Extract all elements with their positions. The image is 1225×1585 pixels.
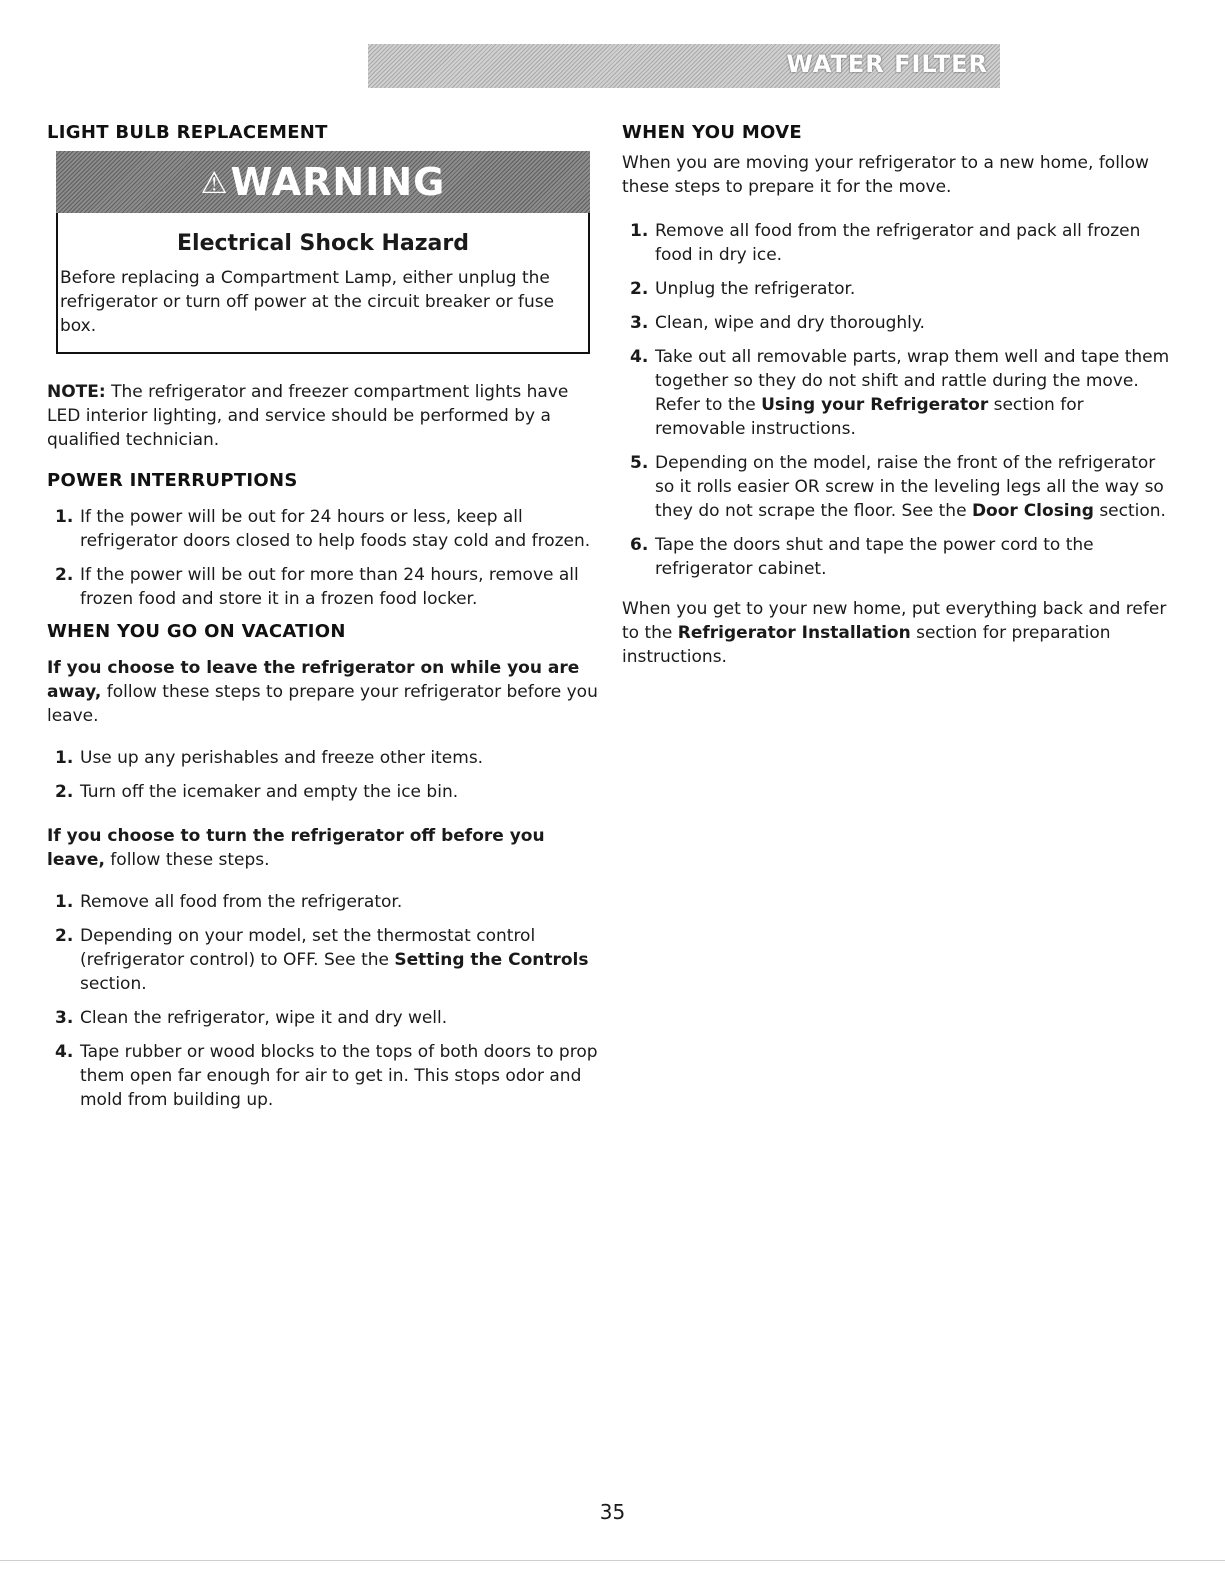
- vacation-off-lead: If you choose to turn the refrigerator off before you leave,: [47, 826, 545, 870]
- list-text: Use up any perishables and freeze other items.: [80, 748, 484, 768]
- list-item: [47, 746, 603, 770]
- vacation-on-paragraph: [47, 656, 603, 728]
- list-item: [47, 924, 603, 996]
- list-number: 4.: [55, 1042, 74, 1062]
- list-number: 5.: [630, 453, 649, 473]
- list-number: 1.: [55, 507, 74, 527]
- section-header-title: WATER FILTER: [786, 50, 988, 78]
- hazard-text: Before replacing a Compartment Lamp, either unplug the refrigerator or turn off power at the circuit breaker or fuse box.: [60, 268, 555, 336]
- list-text: If the power will be out for more than 24 hours, remove all frozen food and store it in a frozen food locker.: [80, 565, 579, 609]
- list-text: If the power will be out for 24 hours or less, keep all refrigerator doors closed to help foods stay cold and frozen.: [80, 507, 591, 551]
- power-heading: POWER INTERRUPTIONS: [47, 470, 298, 491]
- list-number: 2.: [630, 279, 649, 299]
- list-text: section.: [1093, 501, 1166, 521]
- list-item: [622, 533, 1170, 581]
- note-text: The refrigerator and freezer compartment lights have LED interior lighting, and service should be performed by a qualified technician.: [47, 382, 569, 450]
- list-item: [47, 1040, 603, 1112]
- warning-triangle-icon: ⚠: [200, 166, 229, 201]
- section-reference: Setting the Controls: [394, 950, 589, 970]
- list-text: section.: [80, 974, 147, 994]
- warning-label: WARNING: [230, 160, 446, 204]
- section-reference: Using your Refrigerator: [761, 395, 989, 415]
- list-item: [47, 1006, 603, 1030]
- list-item: [47, 505, 603, 553]
- list-number: 3.: [630, 313, 649, 333]
- list-item: [622, 345, 1170, 441]
- list-text: Clean, wipe and dry thoroughly.: [655, 313, 925, 333]
- vacation-on-text: follow these steps to prepare your refrigerator before you leave.: [47, 682, 598, 726]
- list-item: [47, 780, 603, 804]
- list-text: Remove all food from the refrigerator and pack all frozen food in dry ice.: [655, 221, 1141, 265]
- right-column: [622, 122, 1170, 669]
- move-outro-text: section for preparation instructions.: [622, 623, 1111, 667]
- list-text: section for removable instructions.: [655, 395, 1084, 439]
- list-text: Turn off the icemaker and empty the ice bin.: [80, 782, 459, 802]
- list-number: 3.: [55, 1008, 74, 1028]
- section-header-bar: [368, 44, 1000, 88]
- vacation-off-list: [47, 890, 603, 1112]
- vacation-on-list: [47, 746, 603, 804]
- list-item: [47, 563, 603, 611]
- move-outro: [622, 597, 1170, 669]
- list-text: Depending on your model, set the thermostat control (refrigerator control) to OFF. See the: [80, 926, 536, 970]
- list-number: 1.: [630, 221, 649, 241]
- list-number: 2.: [55, 782, 74, 802]
- note-label: NOTE:: [47, 382, 106, 402]
- note-paragraph: [47, 380, 603, 452]
- list-text: Unplug the refrigerator.: [655, 279, 856, 299]
- vacation-on-lead: If you choose to leave the refrigerator on while you are away,: [47, 658, 580, 702]
- power-list: [47, 505, 603, 611]
- move-heading: WHEN YOU MOVE: [622, 122, 802, 143]
- list-number: 6.: [630, 535, 649, 555]
- list-item: [622, 277, 1170, 301]
- list-text: Depending on the model, raise the front of the refrigerator so it rolls easier OR screw in the leveling legs all the way so they do not scrape the floor. See the: [655, 453, 1164, 521]
- list-item: [622, 219, 1170, 267]
- bottom-divider: [0, 1560, 1225, 1561]
- light-bulb-heading: LIGHT BULB REPLACEMENT: [47, 122, 328, 143]
- move-list: [622, 219, 1170, 581]
- section-reference: Door Closing: [971, 501, 1094, 521]
- left-column: [47, 122, 603, 1122]
- list-number: 1.: [55, 748, 74, 768]
- section-reference: Refrigerator Installation: [677, 623, 911, 643]
- vacation-heading: WHEN YOU GO ON VACATION: [47, 621, 346, 642]
- list-number: 4.: [630, 347, 649, 367]
- warning-banner: [56, 151, 590, 213]
- list-text: Clean the refrigerator, wipe it and dry well.: [80, 1008, 448, 1028]
- list-text: Remove all food from the refrigerator.: [80, 892, 403, 912]
- page-number: 35: [599, 1500, 626, 1524]
- list-number: 1.: [55, 892, 74, 912]
- move-intro: When you are moving your refrigerator to a new home, follow these steps to prepare it for the move.: [622, 153, 1149, 197]
- list-text: Tape rubber or wood blocks to the tops of both doors to prop them open far enough for air to get in. This stops odor and mold from building up.: [80, 1042, 598, 1110]
- list-item: [622, 311, 1170, 335]
- list-item: [622, 451, 1170, 523]
- list-number: 2.: [55, 565, 74, 585]
- list-item: [47, 890, 603, 914]
- vacation-off-text: follow these steps.: [104, 850, 270, 870]
- warning-box: [56, 151, 590, 354]
- move-outro-text: When you get to your new home, put everything back and refer to the: [622, 599, 1167, 643]
- vacation-off-paragraph: [47, 824, 603, 872]
- list-text: Take out all removable parts, wrap them well and tape them together so they do not shift and rattle during the move. Refer to the: [655, 347, 1170, 415]
- list-text: Tape the doors shut and tape the power cord to the refrigerator cabinet.: [655, 535, 1094, 579]
- list-number: 2.: [55, 926, 74, 946]
- hazard-title: Electrical Shock Hazard: [177, 231, 469, 256]
